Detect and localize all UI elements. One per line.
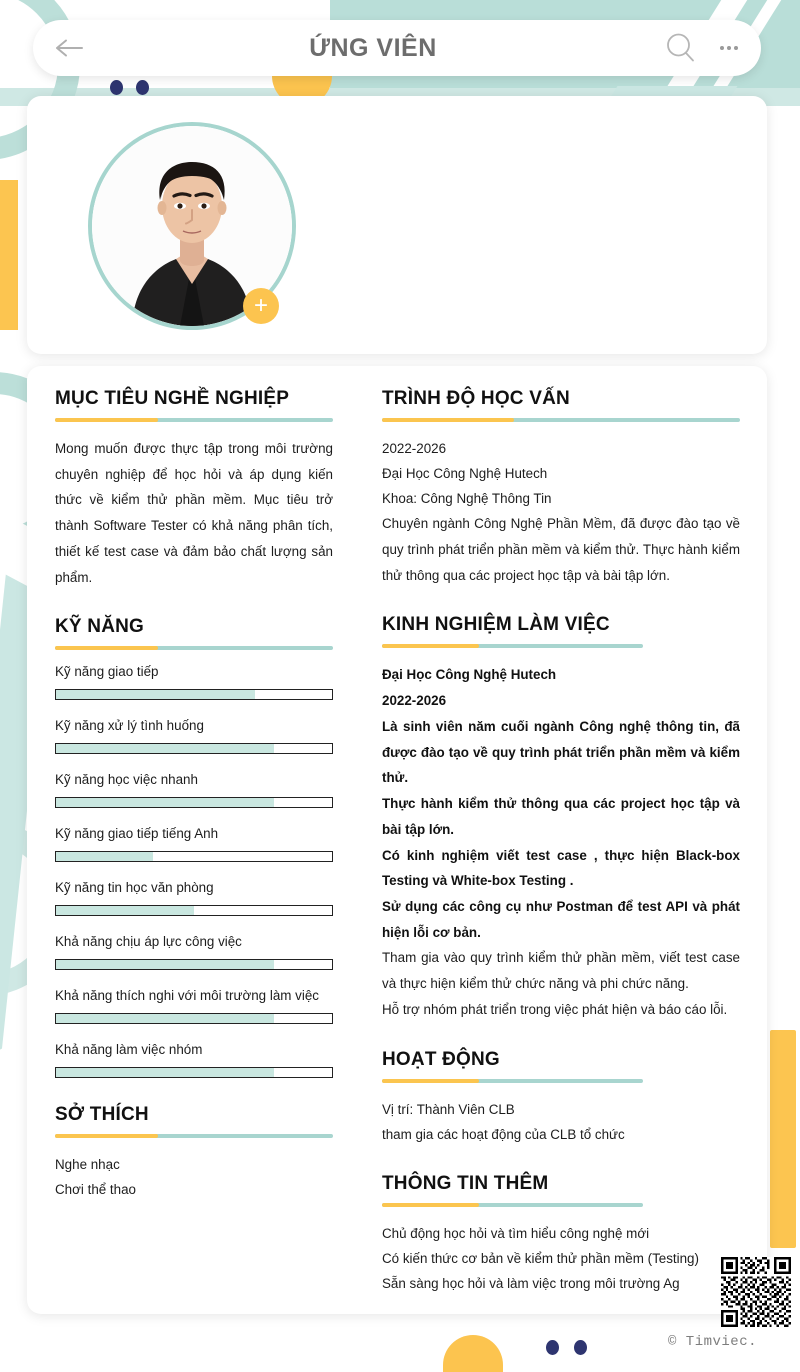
skill-item — [55, 664, 333, 700]
extra-line: Sẵn sàng học hỏi và làm việc trong môi trường Ag — [382, 1275, 680, 1291]
skill-item — [55, 934, 333, 970]
left-yellow-shape — [0, 180, 18, 330]
skill-label: Kỹ năng giao tiếp tiếng Anh — [55, 826, 219, 842]
experience-bold-lines — [382, 714, 740, 946]
skill-item — [55, 772, 333, 808]
footer-yellow-halfcircle — [443, 1335, 503, 1372]
activities-title: HOẠT ĐỘNG — [382, 1048, 500, 1070]
experience-line: Thực hành kiểm thử thông qua các project học tập và bài tập lớn. — [382, 796, 740, 837]
education-divider — [382, 418, 740, 422]
skills-title: KỸ NĂNG — [55, 616, 145, 638]
extra-divider — [382, 1203, 643, 1207]
skill-item — [55, 826, 333, 862]
activity-line: Vị trí: Thành Viên CLB — [382, 1101, 515, 1117]
education-title: TRÌNH ĐỘ HỌC VẤN — [382, 388, 570, 409]
skills-list — [55, 664, 333, 1078]
skill-progress-bar — [55, 689, 333, 700]
cv-left-column — [55, 388, 333, 1229]
section-extra — [382, 1173, 740, 1296]
search-icon — [664, 31, 698, 65]
skill-progress-fill — [56, 852, 153, 861]
extra-lines — [382, 1221, 740, 1296]
more-dot-3 — [734, 46, 738, 50]
hobbies-title: SỞ THÍCH — [55, 1104, 149, 1126]
cv-right-column — [382, 388, 740, 1322]
right-yellow-bar — [770, 1030, 796, 1248]
hobbies-list — [55, 1152, 333, 1202]
arrow-left-icon — [55, 38, 85, 58]
extra-line: Có kiến thức cơ bản về kiểm thử phần mềm (Testing) — [382, 1250, 699, 1266]
skill-progress-fill — [56, 906, 194, 915]
experience-divider — [382, 644, 643, 648]
section-education — [382, 388, 740, 588]
skill-progress-fill — [56, 690, 255, 699]
objective-divider — [55, 418, 333, 422]
skill-progress-fill — [56, 1068, 274, 1077]
header-navy-dot-2 — [136, 80, 149, 95]
qr-code-svg — [721, 1257, 791, 1327]
education-school: Đại Học Công Nghệ Hutech — [382, 466, 548, 482]
skill-progress-fill — [56, 1014, 274, 1023]
skill-label: Khả năng chịu áp lực công việc — [55, 934, 242, 950]
skill-item — [55, 880, 333, 916]
footer-navy-dot-1 — [546, 1340, 559, 1355]
experience-company: Đại Học Công Nghệ Hutech — [382, 667, 557, 683]
skill-progress-bar — [55, 743, 333, 754]
activities-divider — [382, 1079, 643, 1083]
footer-navy-dot-2 — [574, 1340, 587, 1355]
section-objective — [55, 388, 333, 590]
experience-line: Sử dụng các công cụ như Postman để test API và phát hiện lỗi cơ bản. — [382, 899, 740, 940]
extra-title: THÔNG TIN THÊM — [382, 1172, 549, 1194]
hobby-item: Nghe nhạc — [55, 1157, 120, 1173]
skill-label: Khả năng làm việc nhóm — [55, 1042, 203, 1058]
objective-title: MỤC TIÊU NGHỀ NGHIỆP — [55, 388, 290, 409]
skills-divider — [55, 646, 333, 650]
more-dot-2 — [727, 46, 731, 50]
watermark: © Timviec. — [667, 1334, 757, 1350]
qr-code-icon — [721, 1257, 791, 1327]
skill-progress-bar — [55, 1013, 333, 1024]
skill-progress-fill — [56, 960, 274, 969]
skill-progress-bar — [55, 905, 333, 916]
search-button[interactable] — [657, 31, 705, 65]
experience-years: 2022-2026 — [382, 693, 447, 709]
education-body: Chuyên ngành Công Nghệ Phần Mềm, đã được đào tạo về quy trình phát triển phần mềm và kiểm thử. Thực hành kiểm thử thông qua các project học tập và bài tập lớn. — [382, 516, 740, 583]
skill-item — [55, 988, 333, 1024]
skill-label: Kỹ năng xử lý tình huống — [55, 718, 204, 734]
section-hobbies — [55, 1104, 333, 1202]
skill-label: Khả năng thích nghi với môi trường làm việc — [55, 988, 319, 1004]
section-experience — [382, 614, 740, 1022]
activities-lines — [382, 1097, 740, 1147]
skill-progress-bar — [55, 797, 333, 808]
experience-title: KINH NGHIỆM LÀM VIỆC — [382, 614, 610, 636]
skill-label: Kỹ năng giao tiếp — [55, 664, 159, 680]
experience-line: Là sinh viên năm cuối ngành Công nghệ thông tin, đã được đào tạo về quy trình phát triển phần mềm và kiểm thử. — [382, 718, 740, 786]
skill-progress-bar — [55, 851, 333, 862]
back-button[interactable] — [51, 29, 89, 67]
app-top-bar — [33, 20, 761, 76]
experience-normal-lines — [382, 945, 740, 1022]
skill-label: Kỹ năng tin học văn phòng — [55, 880, 214, 896]
activity-line: tham gia các hoạt động của CLB tổ chức — [382, 1126, 625, 1142]
hobbies-divider — [55, 1134, 333, 1138]
education-years: 2022-2026 — [382, 441, 447, 456]
section-skills — [55, 616, 333, 1078]
extra-line: Chủ động học hỏi và tìm hiểu công nghệ mới — [382, 1225, 650, 1241]
section-activities — [382, 1049, 740, 1147]
skill-progress-fill — [56, 798, 274, 807]
more-dot-1 — [720, 46, 724, 50]
education-faculty: Khoa: Công Nghệ Thông Tin — [382, 491, 552, 507]
skill-progress-fill — [56, 744, 274, 753]
experience-line: Hỗ trợ nhóm phát triển trong việc phát hiện và báo cáo lỗi. — [382, 1001, 728, 1017]
skill-progress-bar — [55, 959, 333, 970]
skill-item — [55, 718, 333, 754]
experience-line: Tham gia vào quy trình kiểm thử phần mềm, viết test case và thực hiện kiểm thử chức năng và phi chức năng. — [382, 950, 740, 992]
experience-line: Có kinh nghiệm viết test case , thực hiện Black-box Testing và White-box Testing . — [382, 847, 740, 889]
page-title: ỨNG VIÊN — [309, 33, 437, 62]
header-navy-dot-1 — [110, 80, 123, 95]
skill-progress-bar — [55, 1067, 333, 1078]
skill-item — [55, 1042, 333, 1078]
more-options-button[interactable] — [705, 46, 753, 50]
hobby-item: Chơi thể thao — [55, 1182, 136, 1198]
add-photo-button[interactable]: + — [243, 288, 279, 324]
objective-body: Mong muốn được thực tập trong môi trường chuyên nghiệp để học hỏi và áp dụng kiến thức về kiểm thử phần mềm. Mục tiêu trở thành Software Tester có khả năng phân tích, thiết kế test case và đảm bảo chất lượng sản phẩm. — [55, 441, 333, 585]
skill-label: Kỹ năng học việc nhanh — [55, 772, 198, 788]
